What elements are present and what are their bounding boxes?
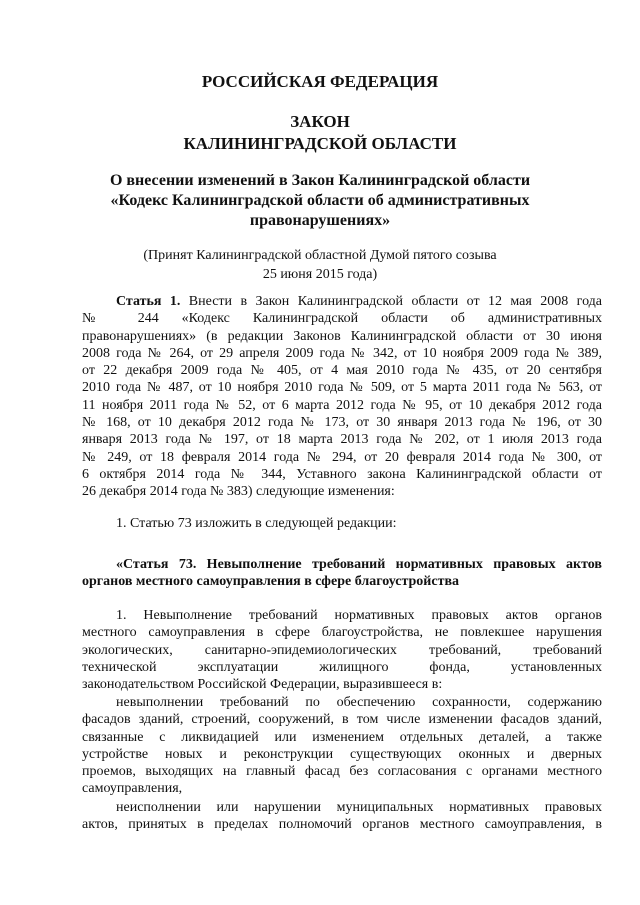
part-2-line: фасадов зданий, строений, сооружений, в том числе изменении фасадов зданий, [82, 712, 602, 728]
part-2-line: проемов, выходящих на главный фасад без согласования с органами местного [82, 764, 602, 780]
part-1-line: технической эксплуатации жилищного фонда, установленных [82, 659, 602, 675]
adoption-line: (Принят Калининградской областной Думой пятого созыва [143, 248, 497, 263]
article-1-line: № 168, от 10 декабря 2012 года № 173, от 30 января 2013 года № 196, от 30 [82, 415, 602, 431]
title-line: «Кодекс Калининградской области об административных [110, 192, 530, 209]
region-label: КАЛИНИНГРАДСКОЙ ОБЛАСТИ [183, 134, 457, 153]
part-3 [82, 799, 602, 834]
law-heading [0, 111, 640, 155]
part-2-line: устройстве новых и реконструкции существующих оконных и дверных [82, 746, 602, 762]
article-1-label: Статья 1. [116, 294, 181, 309]
title-line: О внесении изменений в Закон Калининградской области [109, 172, 531, 189]
adoption-line: 25 июня 2015 года) [262, 267, 378, 282]
law-label: ЗАКОН [290, 112, 350, 131]
article-1-line: 2008 года № 264, от 29 апреля 2009 года № 342, от 10 ноября 2009 года № 389, [82, 345, 602, 361]
document-title [0, 171, 640, 231]
part-1 [82, 607, 602, 693]
article-1-line: января 2013 года № 197, от 18 марта 2013 года № 202, от 1 июля 2013 года [82, 432, 602, 448]
part-1-line: экологических, санитарно-эпидемиологических требований, требований [82, 642, 602, 658]
item-1: 1. Статью 73 изложить в следующей редакции: [116, 516, 397, 531]
article-1-line: 11 ноября 2011 года № 52, от 6 марта 2012 года № 95, от 10 декабря 2012 года [82, 397, 602, 413]
part-2 [82, 694, 602, 798]
article-73-heading: «Статья 73. Невыполнение требований нормативных правовых актов органов местного самоуправления в сфере благоустройства [82, 557, 602, 590]
part-3-line: неисполнении или нарушении муниципальных нормативных правовых [116, 800, 602, 815]
article-1-line: 2010 года № 487, от 10 ноября 2010 года № 509, от 5 марта 2011 года № 563, от [82, 380, 602, 396]
part-2-line: невыполнении требований по обеспечению сохранности, содержанию [116, 695, 602, 710]
adoption-note [0, 246, 640, 284]
article-1-line: Статья 1. Внести в Закон Калининградской области от 12 мая 2008 года [116, 294, 603, 309]
title-line: правонарушениях» [249, 212, 391, 229]
article-1 [82, 293, 602, 501]
article-1-line: № 244 «Кодекс Калининградской области об административных [82, 311, 602, 327]
part-3-line: актов, принятых в пределах полномочий органов местного самоуправления, в [82, 817, 602, 833]
country-heading: РОССИЙСКАЯ ФЕДЕРАЦИЯ [201, 72, 439, 91]
article-1-line: 26 декабря 2014 года № 383) следующие изменения: [82, 484, 395, 500]
part-2-line: самоуправления, [82, 781, 183, 797]
part-1-line: законодательством Российской Федерации, выразившееся в: [82, 677, 443, 693]
article-1-line: от 22 декабря 2009 года № 405, от 4 мая 2010 года № 435, от 20 сентября [82, 363, 602, 379]
part-2-line: связанные с ликвидацией или изменением отдельных деталей, а также [82, 729, 602, 745]
part-1-line: местного самоуправления в сфере благоустройства, не повлекшее нарушения [82, 625, 602, 641]
part-1-line: 1. Невыполнение требований нормативных правовых актов органов [116, 608, 602, 623]
article-1-line: правонарушениях» (в редакции Законов Калининградской области от 30 июня [82, 328, 602, 344]
article-1-line: № 249, от 18 февраля 2014 года № 294, от 20 февраля 2014 года № 300, от [82, 449, 602, 465]
article-1-line: 6 октября 2014 года № 344, Уставного закона Калининградской области от [82, 466, 602, 482]
